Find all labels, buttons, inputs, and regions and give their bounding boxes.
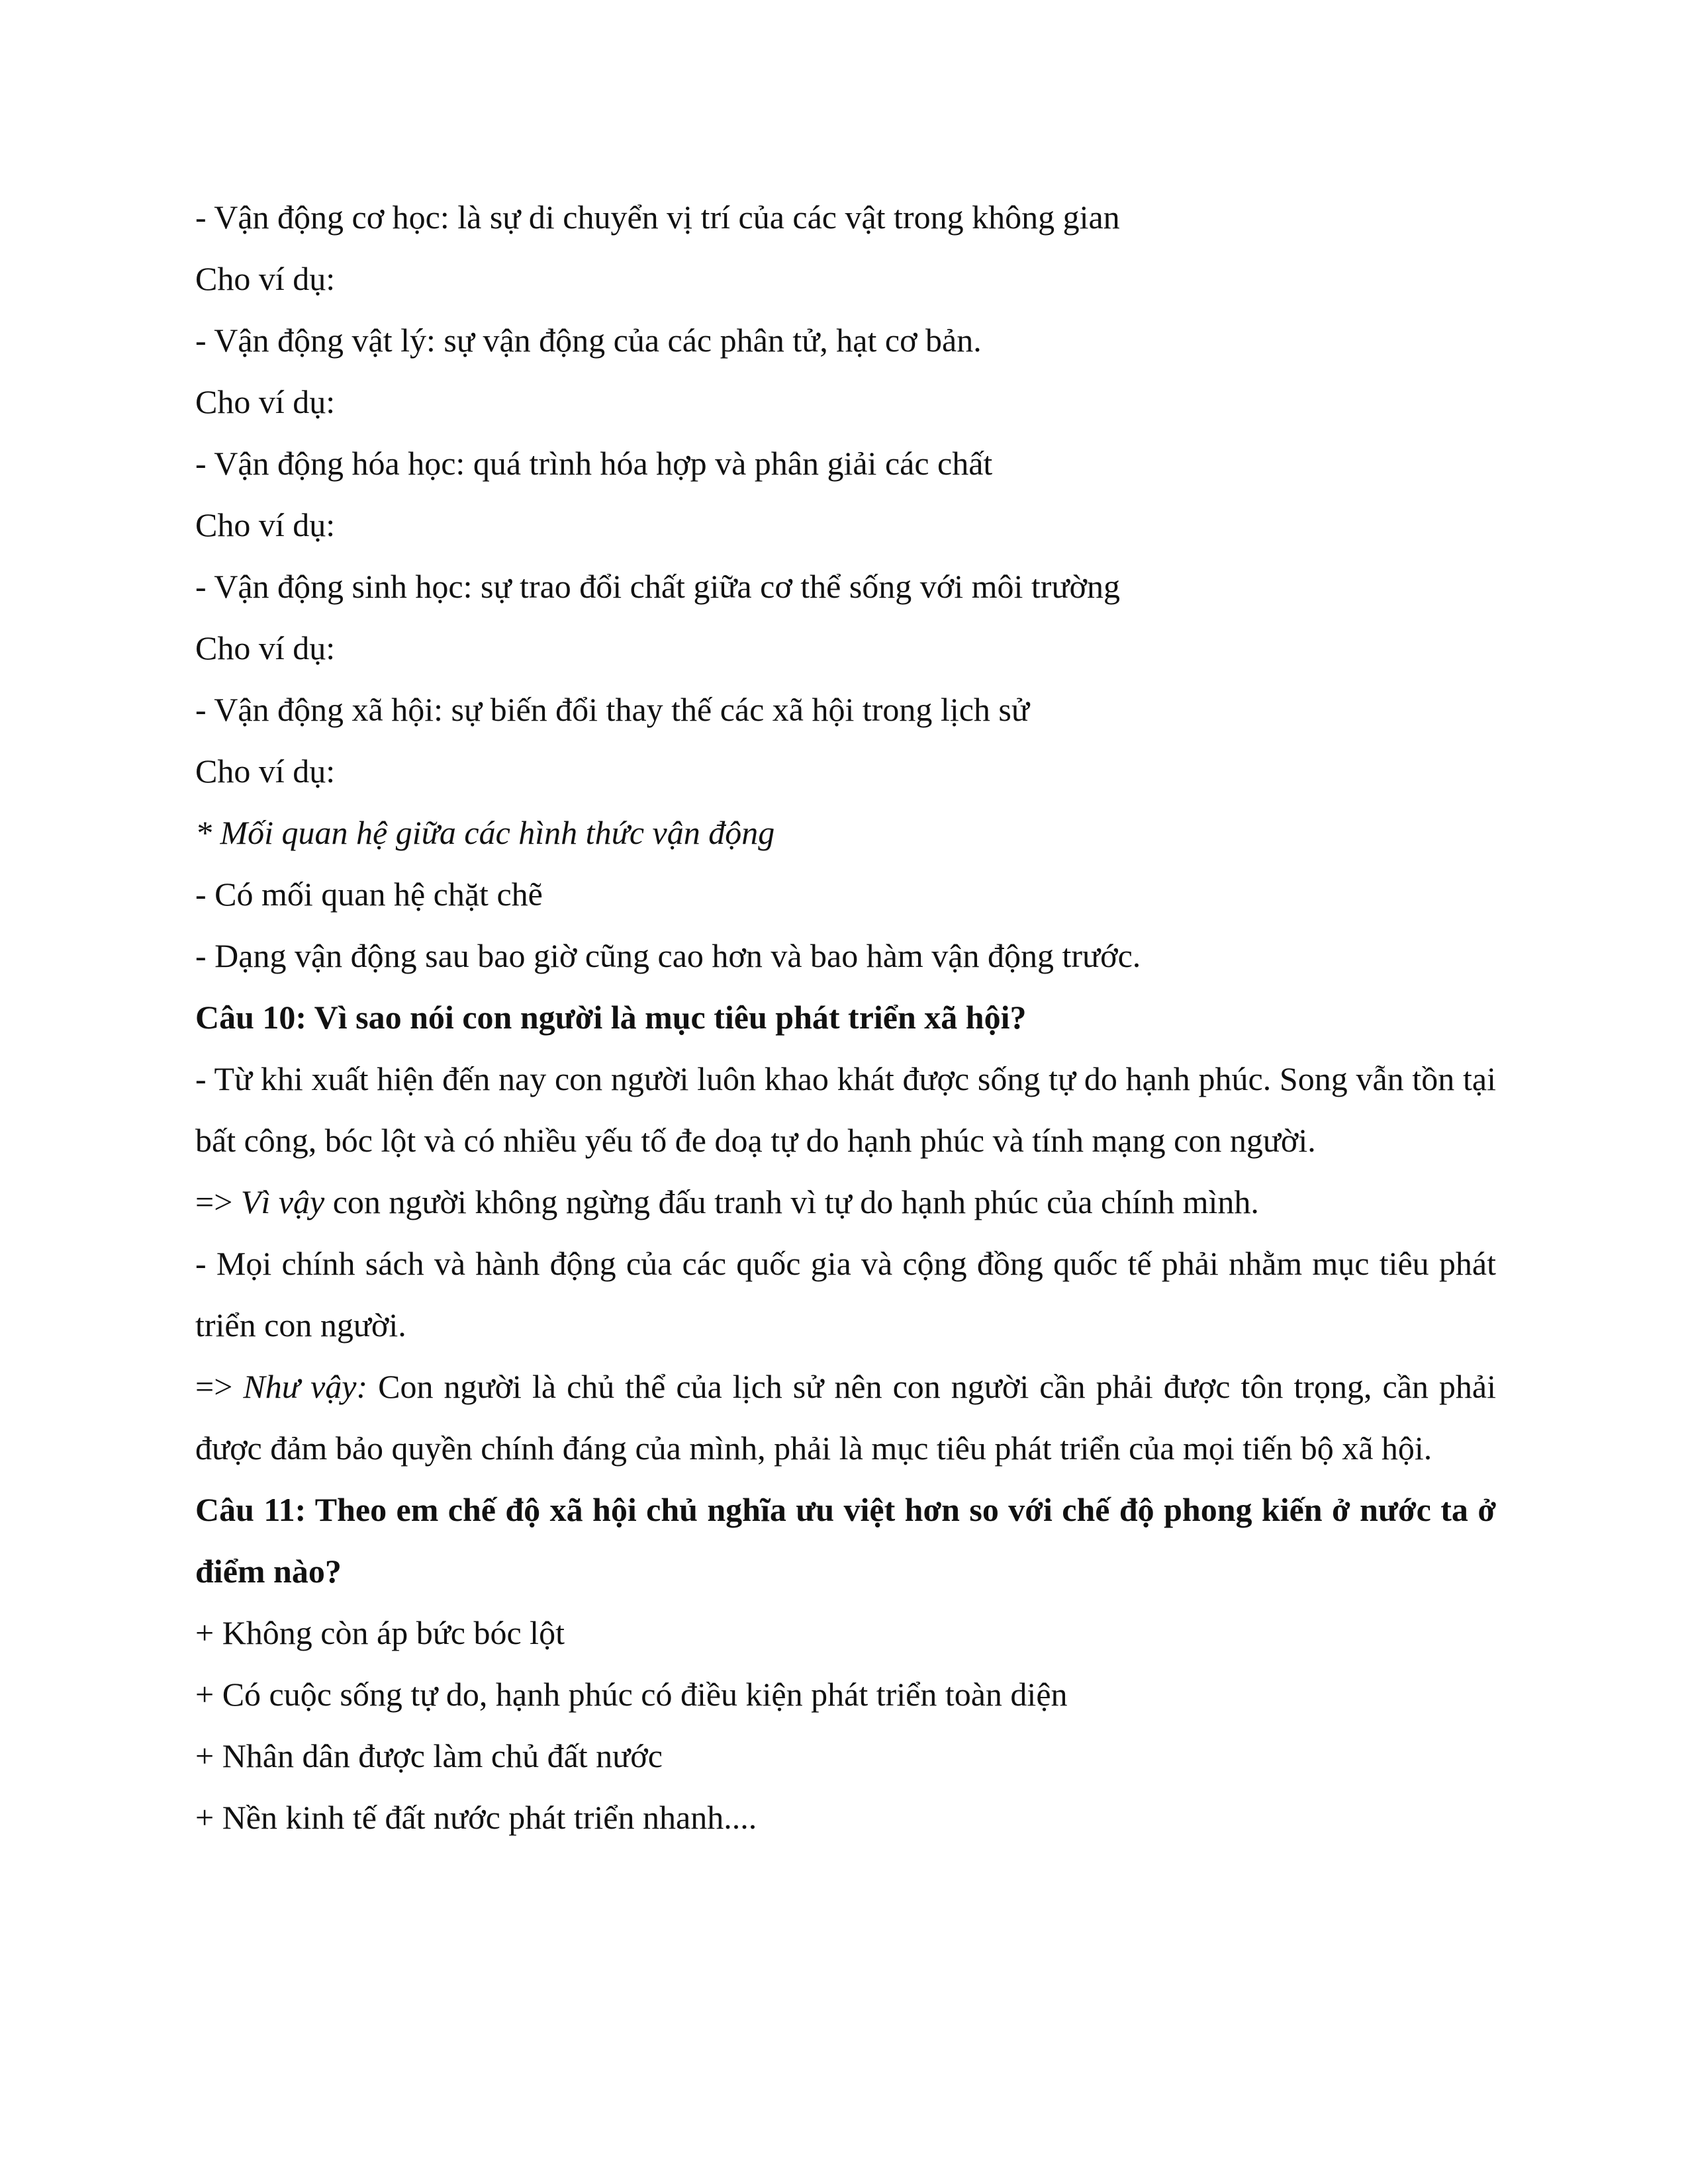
- paragraph-text: con người không ngừng đấu tranh vì tự do hạnh phúc của chính mình.: [324, 1183, 1259, 1220]
- text-line-biological-motion: - Vận động sinh học: sự trao đổi chất giữa cơ thể sống với môi trường: [195, 568, 1120, 605]
- example-prompt: Cho ví dụ:: [195, 506, 336, 543]
- emphasis-text: Vì vậy: [240, 1183, 325, 1220]
- list-item: + Không còn áp bức bóc lột: [195, 1614, 565, 1651]
- question-10-paragraph-3: - Mọi chính sách và hành động của các quốc gia và cộng đồng quốc tế phải nhằm mục tiêu phát triển con người.: [195, 1245, 1496, 1343]
- example-prompt: Cho ví dụ:: [195, 383, 336, 420]
- text-line-higher-form: - Dạng vận động sau bao giờ cũng cao hơn và bao hàm vận động trước.: [195, 937, 1141, 974]
- example-prompt: Cho ví dụ:: [195, 752, 336, 790]
- text-line-chemical-motion: - Vận động hóa học: quá trình hóa hợp và phân giải các chất: [195, 445, 993, 482]
- arrow-prefix: =>: [195, 1368, 244, 1405]
- section-subheading-relationship: * Mối quan hệ giữa các hình thức vận động: [195, 814, 775, 851]
- list-item: + Nhân dân được làm chủ đất nước: [195, 1737, 663, 1774]
- list-item: + Có cuộc sống tự do, hạnh phúc có điều kiện phát triển toàn diện: [195, 1676, 1068, 1713]
- text-line-social-motion: - Vận động xã hội: sự biến đổi thay thế các xã hội trong lịch sử: [195, 691, 1029, 728]
- example-prompt: Cho ví dụ:: [195, 260, 336, 297]
- paragraph-text: Con người là chủ thể của lịch sử nên con người cần phải được tôn trọng, cần phải được đảm bảo quyền chính đáng của mình, phải là mục tiêu phát triển của mọi tiến bộ xã hội.: [195, 1368, 1496, 1467]
- text-line-physical-motion: - Vận động vật lý: sự vận động của các phân tử, hạt cơ bản.: [195, 322, 982, 359]
- example-prompt: Cho ví dụ:: [195, 629, 336, 666]
- question-11-heading: Câu 11: Theo em chế độ xã hội chủ nghĩa ưu việt hơn so với chế độ phong kiến ở nước ta ở điểm nào?: [195, 1491, 1496, 1590]
- arrow-prefix: =>: [195, 1183, 241, 1220]
- question-10-heading: Câu 10: Vì sao nói con người là mục tiêu phát triển xã hội?: [195, 999, 1027, 1036]
- emphasis-text: Như vậy:: [243, 1368, 368, 1405]
- question-10-paragraph-1: - Từ khi xuất hiện đến nay con người luôn khao khát được sống tự do hạnh phúc. Song vẫn tồn tại bất công, bóc lột và có nhiều yếu tố đe doạ tự do hạnh phúc và tính mạng con người.: [195, 1060, 1496, 1159]
- question-10-paragraph-2: [195, 1171, 1496, 1233]
- question-10-paragraph-4: [195, 1356, 1496, 1479]
- list-item: + Nền kinh tế đất nước phát triển nhanh....: [195, 1799, 757, 1836]
- text-line-mechanical-motion: - Vận động cơ học: là sự di chuyển vị trí của các vật trong không gian: [195, 199, 1120, 236]
- text-line-close-relationship: - Có mối quan hệ chặt chẽ: [195, 876, 543, 913]
- document-body: [195, 187, 1496, 1848]
